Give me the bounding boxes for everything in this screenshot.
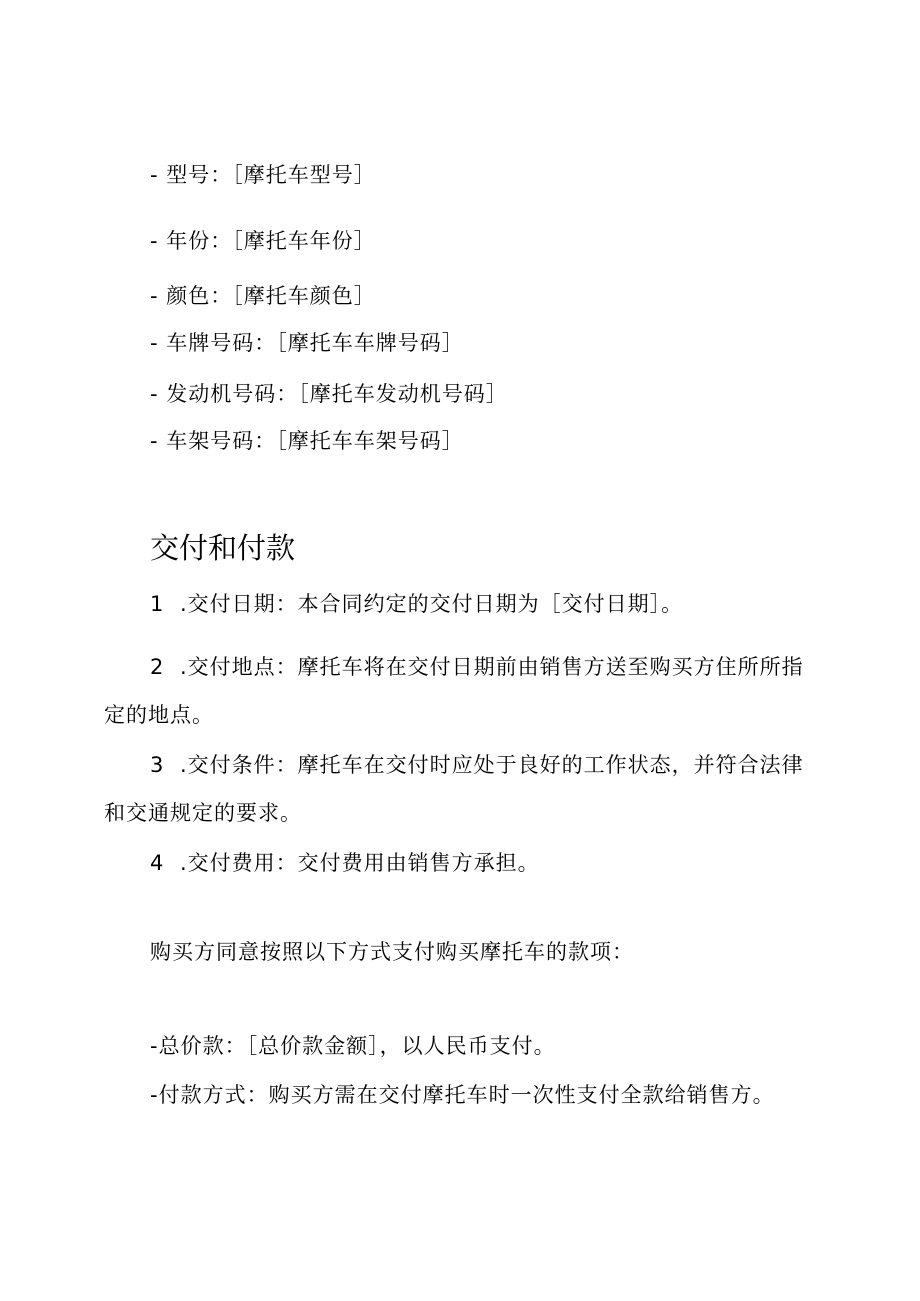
spec-value: ［摩托车车牌号码］ (276, 331, 464, 355)
spec-model (150, 160, 376, 190)
term-number: 2 (150, 655, 165, 679)
spec-value: ［摩托车发动机号码］ (298, 382, 508, 406)
spec-frame-number (150, 426, 464, 456)
spec-label: - 年份： (150, 229, 233, 253)
spec-value: ［摩托车型号］ (232, 163, 376, 187)
spec-value: ［摩托车车架号码］ (276, 429, 464, 453)
term-number: 4 (150, 851, 165, 875)
delivery-term-4 (104, 839, 820, 887)
term-text: .交付日期：本合同约定的交付日期为［交付日期］。 (180, 592, 684, 616)
term-number: 3 (150, 753, 165, 777)
delivery-term-1 (104, 580, 820, 628)
spec-plate-number (150, 328, 464, 358)
payment-total: -总价款：［总价款金额］，以人民币支付。 (150, 1034, 556, 1058)
spec-engine-number (150, 379, 508, 409)
term-number: 1 (150, 592, 165, 616)
spec-label: - 型号： (150, 163, 233, 187)
spec-label: - 车架号码： (150, 429, 277, 453)
term-text: .交付费用：交付费用由销售方承担。 (180, 851, 540, 875)
spec-label: - 颜色： (150, 284, 233, 308)
section-heading: 交付和付款 (150, 531, 296, 565)
delivery-term-2 (104, 643, 820, 739)
spec-label: - 车牌号码： (150, 331, 277, 355)
spec-year (150, 226, 376, 256)
payment-method: -付款方式：购买方需在交付摩托车时一次性支付全款给销售方。 (150, 1083, 775, 1107)
payment-intro: 购买方同意按照以下方式支付购买摩托车的款项： (150, 940, 634, 964)
spec-value: ［摩托车颜色］ (232, 284, 376, 308)
spec-label: - 发动机号码： (150, 382, 299, 406)
term-text: .交付地点：摩托车将在交付日期前由销售方送至购买方住所所指定的地点。 (104, 655, 804, 727)
spec-color (150, 281, 376, 311)
term-text: .交付条件：摩托车在交付时应处于良好的工作状态，并符合法律和交通规定的要求。 (104, 753, 804, 825)
spec-value: ［摩托车年份］ (232, 229, 376, 253)
delivery-term-3 (104, 741, 820, 837)
